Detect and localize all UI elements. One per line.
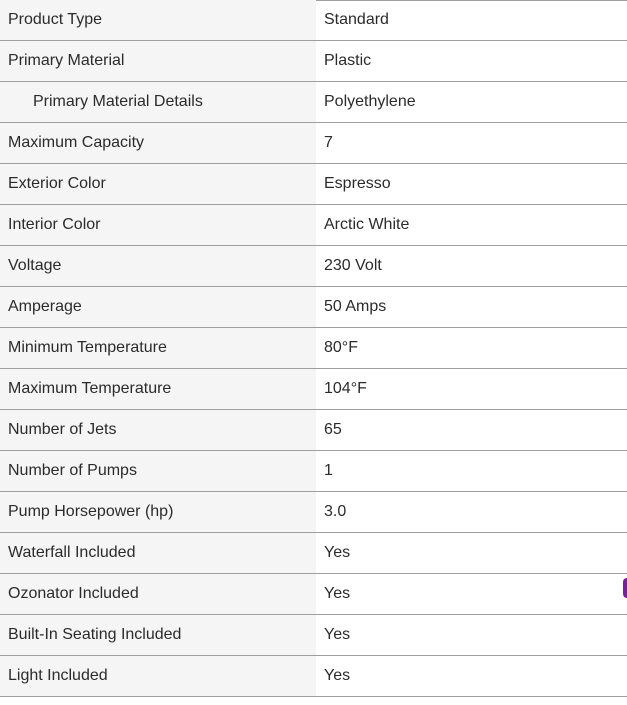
- spec-value: Espresso: [316, 164, 627, 204]
- spec-value: Plastic: [316, 41, 627, 81]
- spec-row: [0, 123, 627, 164]
- spec-row: [0, 410, 627, 451]
- spec-row: [0, 328, 627, 369]
- spec-label: Amperage: [0, 287, 316, 327]
- spec-value: Yes: [316, 574, 627, 614]
- spec-label: Minimum Temperature: [0, 328, 316, 368]
- spec-row: [0, 82, 627, 123]
- spec-label: Product Type: [0, 0, 316, 40]
- spec-row: [0, 41, 627, 82]
- spec-row: [0, 656, 627, 697]
- spec-value: 104°F: [316, 369, 627, 409]
- spec-label: Voltage: [0, 246, 316, 286]
- spec-value: Polyethylene: [316, 82, 627, 122]
- spec-label: Primary Material Details: [0, 82, 316, 122]
- spec-value: 7: [316, 123, 627, 163]
- spec-row: [0, 451, 627, 492]
- side-tab-handle[interactable]: [623, 578, 627, 598]
- spec-label: Light Included: [0, 656, 316, 696]
- spec-value: Standard: [316, 0, 627, 40]
- spec-label: Number of Jets: [0, 410, 316, 450]
- spec-label: Exterior Color: [0, 164, 316, 204]
- spec-row: [0, 492, 627, 533]
- table-top-divider: [316, 0, 627, 1]
- spec-label: Maximum Temperature: [0, 369, 316, 409]
- spec-value: Arctic White: [316, 205, 627, 245]
- spec-label: Maximum Capacity: [0, 123, 316, 163]
- spec-label: Pump Horsepower (hp): [0, 492, 316, 532]
- spec-label: Number of Pumps: [0, 451, 316, 491]
- spec-value: 50 Amps: [316, 287, 627, 327]
- spec-row: [0, 246, 627, 287]
- spec-label: Waterfall Included: [0, 533, 316, 573]
- spec-row: [0, 615, 627, 656]
- spec-row: [0, 574, 627, 615]
- spec-value: 1: [316, 451, 627, 491]
- spec-row: [0, 164, 627, 205]
- spec-row: [0, 0, 627, 41]
- spec-label: Ozonator Included: [0, 574, 316, 614]
- spec-value: Yes: [316, 615, 627, 655]
- spec-value: Yes: [316, 656, 627, 696]
- spec-value: Yes: [316, 533, 627, 573]
- spec-row: [0, 369, 627, 410]
- spec-label: Built-In Seating Included: [0, 615, 316, 655]
- spec-label: Primary Material: [0, 41, 316, 81]
- spec-label: Interior Color: [0, 205, 316, 245]
- spec-row: [0, 533, 627, 574]
- spec-value: 3.0: [316, 492, 627, 532]
- spec-value: 80°F: [316, 328, 627, 368]
- spec-value: 65: [316, 410, 627, 450]
- spec-row: [0, 287, 627, 328]
- spec-value: 230 Volt: [316, 246, 627, 286]
- spec-row: [0, 205, 627, 246]
